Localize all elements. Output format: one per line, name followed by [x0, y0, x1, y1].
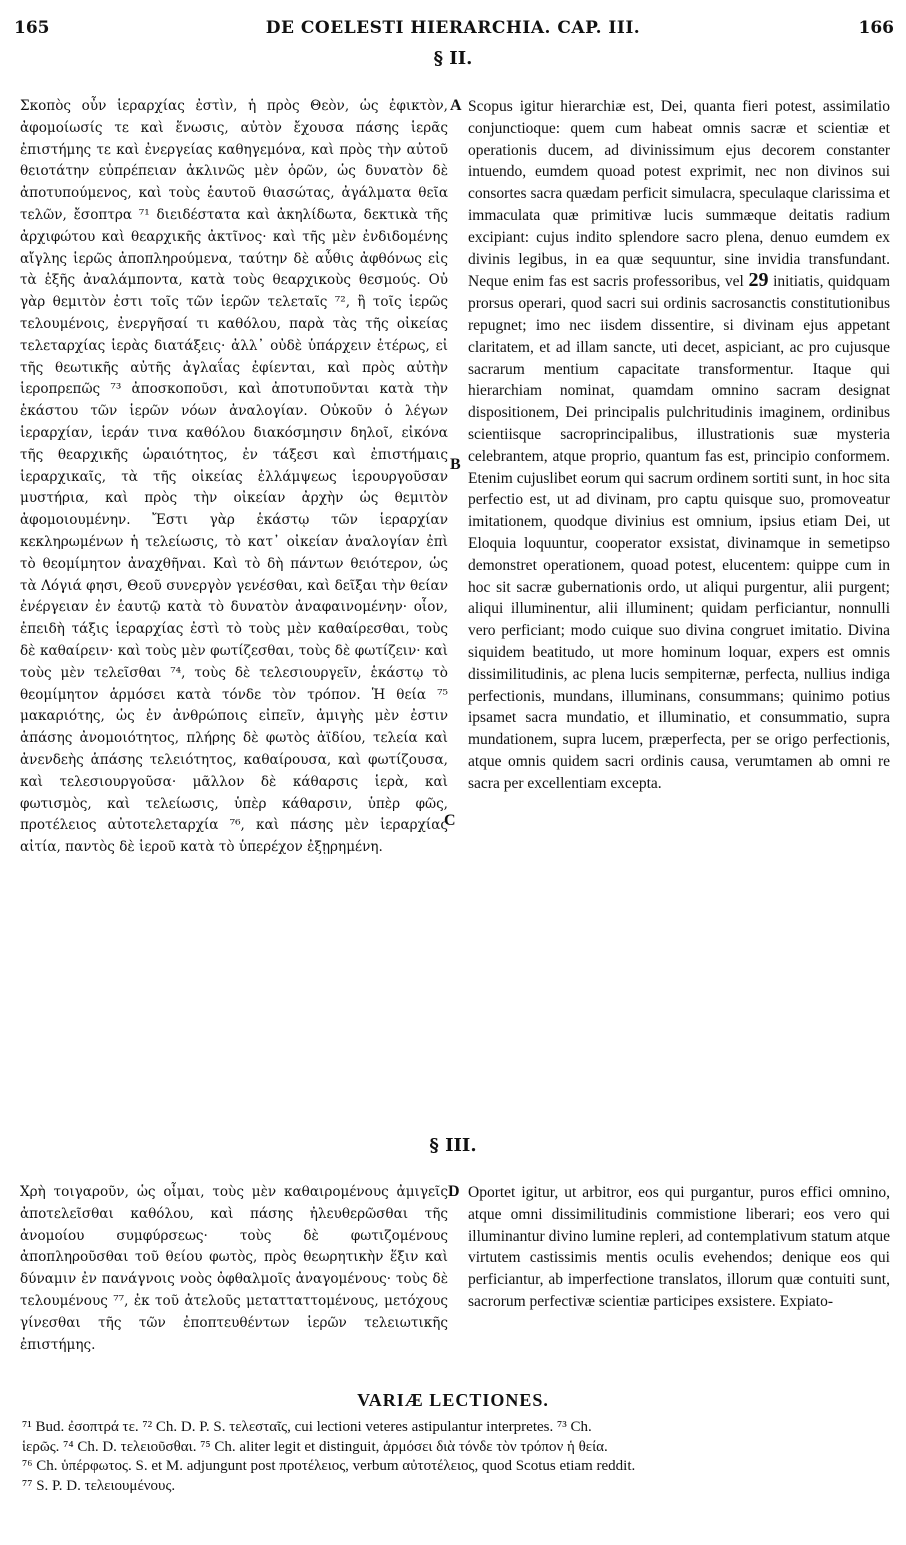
latin-text-section-ii: [468, 96, 890, 795]
column-number: 29: [748, 269, 769, 292]
section-ii-heading: § II.: [433, 48, 473, 69]
note-line: ἱερῶς. ⁷⁴ Ch. D. τελειοῦσθαι. ⁷⁵ Ch. aliter legit et distinguit, ἁρμόσει διὰ τόνδε τὸν τρόπον ἡ θεία.: [22, 1438, 608, 1455]
latin-text-part-1: Scopus igitur hierarchiæ est, Dei, quanta fieri potest, assimilatio conjunctioque: quem cum habeat omnis sacræ et scientiæ et operationis ducem, ad divinissimum ejus decorem constanter intuendo, eumdem quoad potest exprimit, nec non divinos sui consortes sacra quædam perficit simulacra, speculaque clarissima et immaculata quæ primitivæ lucis summæque deitatis radium excipiant: cujus indito splendore sacro plena, denuo eumdem ex divinis legibus, in ea quæ sequuntur, sine invidia transfundant. Neque enim fas est sacris professoribus, vel: [468, 98, 890, 291]
variae-lectiones-notes: [22, 1418, 884, 1496]
left-page-number: 165: [14, 18, 50, 38]
running-title: DE COELESTI HIERARCHIA. CAP. III.: [265, 18, 641, 38]
margin-letter-c: C: [444, 812, 456, 829]
margin-letter-a: A: [450, 97, 462, 114]
note-line: ⁷⁶ Ch. ὑπέρφωτος. S. et M. adjungunt post προτέλειος, verbum αὐτοτέλειος, quod Scotus etiam reddit.: [22, 1458, 636, 1474]
margin-letter-b: B: [450, 456, 461, 473]
latin-text-part-2: initiatis, quidquam prorsus operari, quod sacri sui ordinis sacrosanctis constitutionibus repugnet; imo nec iisdem dissentire, si divinam ejus appetant claritatem, et ad illam sancte, uti decet, aspiciant, ac pro cujusque sacrarum mentium capacitate transformentur. Itaque qui hierarchiam nominat, quamdam omnino sacram designat dispositionem, Dei principalis pulchritudinis imaginem, ordinibus scientiisque sacroprincipalibus, illustrationis suæ mysteria celebrantem, atque proprio, quantum fas est, principio conformem. Etenim cujuslibet eorum qui sacrum ordinem sortiti sunt, in hoc sita perfectio est, ut ad divinam, pro captu quisque suo, promoveatur imitationem, quodque divinius est omnium, ipsius etiam Dei, ut Eloquia loquuntur, cooperator exsistat, divinamque in semetipso demonstret operationem, quoad potest, elucentem: quippe cum in hoc sit sacræ gubernationis ordo, ut aliqui purgentur, alii purgent; aliqui illuminentur, alii illuminent; quidam perficiantur, nonnulli vero perficiant; modo cuique suo divina congruet imitatio. Divina siquidem beatitudo, ut more hominum loquar, expers est omnis dissimilitudinis, ac plena lucis sempiternæ, perfecta, nullius indiga perfectionis, mundans, illuminans, consummans; quinimo potius ipsamet sacra mundatio, et illuminatio, et consummatio, supra mundationem, supra lucem, præperfecta, per se origo perfectionis, atque omnis quidem sacri ordinis causa, verumtamen ab omni re sacra per excellentiam excepta.: [468, 273, 891, 792]
right-page-number: 166: [858, 18, 894, 38]
greek-text-section-iii: Χρὴ τοιγαροῦν, ὡς οἶμαι, τοὺς μὲν καθαιρομένους ἀμιγεῖς ἀποτελεῖσθαι καθόλου, καὶ πάσης ἠλευθερῶσθαι τῆς ἀνομοίου συμφύρσεως· τοὺς δὲ φωτιζομένους ἀποπληροῦσθαι τοῦ θείου φωτὸς, πρὸς θεωρητικὴν ἕξιν καὶ δύναμιν ἐν πανάγνοις νοὸς ὀφθαλμοῖς ἀναγομένους· τοὺς δὲ τελουμένους ⁷⁷, ἐκ τοῦ ἀτελοῦς μετατταττομένους, μετόχους γίνεσθαι τῆς τῶν ἐποπτευθέντων ἱερῶν τελειωτικῆς ἐπιστήμης.: [20, 1184, 448, 1353]
note-line: ⁷¹ Bud. ἐσοπτρά τε. ⁷² Ch. D. P. S. τελεσταῖς, cui lectioni veteres astipulantur interpretes. ⁷³ Ch.: [22, 1419, 592, 1435]
variae-lectiones-heading: VARIÆ LECTIONES.: [357, 1390, 549, 1410]
margin-letter-d: D: [448, 1183, 460, 1200]
greek-text-section-ii: Σκοπὸς οὖν ἱεραρχίας ἐστὶν, ἡ πρὸς Θεὸν, ὡς ἐφικτὸν, ἀφομοίωσίς τε καὶ ἕνωσις, αὐτὸν ἔχουσα πάσης ἱερᾶς ἐπιστήμης τε καὶ ἐνεργείας καθηγεμόνα, καὶ πρὸς τὴν αὐτοῦ θειοτάτην εὐπρέπειαν ἀκλινῶς μὲν ὁρῶν, ὡς δυνατὸν δὲ ἀποτυπούμενος, καὶ τοὺς ἑαυτοῦ θιασώτας, ἀγάλματα θεῖα τελῶν, ἔσοπτρα ⁷¹ διειδέστατα καὶ ἀκηλίδωτα, δεκτικὰ τῆς ἀρχιφώτου καὶ θεαρχικῆς ἀκτῖνος· καὶ τῆς μὲν ἐνδιδομένης αἴγλης ἱερῶς ἀποπληρούμενα, ταύτην δὲ αὖθις ἀφθόνως εἰς τὰ ἑξῆς ἀναλάμποντα, κατὰ τοὺς θεαρχικοὺς θεσμούς. Οὐ γὰρ θεμιτὸν ἐστι τοῖς τῶν ἱερῶν τελεταῖς ⁷², ἢ τοῖς ἱερῶς τελουμένοις, ἐνεργῆσαί τι καθόλου, παρὰ τὰς τῆς οἰκείας τελεταρχίας ἱερὰς διατάξεις· ἀλλ᾽ οὐδὲ ὑπάρχειν ἑτέρως, εἰ τῆς θεωτικῆς αὐτῆς ἀγλαΐας ἐφίενται, καὶ πρὸς αὐτὴν ἱεροπρεπῶς ⁷³ ἀποσκοποῦσι, καὶ ἀποτυποῦνται κατὰ τὴν ἑκάστου τῶν ἱερῶν νόων ἀναλογίαν. Οὐκοῦν ὁ λέγων ἱεραρχίαν, ἱεράν τινα καθόλου διακόσμησιν δηλοῖ, εἰκόνα τῆς θεαρχικῆς ὡραιότητος, ἐν τάξεσι καὶ ἐπιστήμαις ἱεραρχικαῖς, τὰ τῆς οἰκείας ἐλλάμψεως ἱερουργοῦσαν μυστήρια, καὶ πρὸς τὴν οἰκείαν ἀρχὴν ὡς θεμιτὸν ἀφομοιουμένην. Ἔστι γὰρ ἑκάστῳ τῶν ἱεραρχίαν κεκληρωμένων ἡ τελείωσις, τὸ κατ᾽ οἰκείαν ἀναλογίαν ἐπὶ τὸ θεομίμητον ἀναχθῆναι. Καὶ τὸ δὴ πάντων θειότερον, ὡς τὰ Λόγιά φησι, Θεοῦ συνεργὸν γενέσθαι, καὶ δεῖξαι τὴν θείαν ἐνέργειαν ἐν ἑαυτῷ κατὰ τὸ δυνατὸν ἀναφαινομένην· οἷον, ἐπειδὴ τάξις ἱεραρχίας ἐστὶ τὸ τοὺς μὲν καθαίρεσθαι, τοὺς δὲ καθαίρειν· καὶ τοὺς μὲν φωτίζεσθαι, τοὺς δὲ φωτίζειν· καὶ τοὺς μὲν τελεῖσθαι ⁷⁴, τοὺς δὲ τελεσιουργεῖν, ἑκάστῳ τὸ θεομίμητον ἁρμόσει κατὰ τόνδε τὸν τρόπον. Ἡ θεία ⁷⁵ μακαριότης, ὡς ἐν ἀνθρώποις εἰπεῖν, ἀμιγὴς μὲν ἐστιν ἁπάσης ἀνομοιότητος, πλήρης δὲ φωτὸς ἀϊδίου, τελεία καὶ ἀνενδεὴς ἁπάσης τελειότητος, καθαίρουσα, καὶ φωτίζουσα, καὶ τελεσιουργοῦσα· μᾶλλον δὲ κάθαρσις ἱερὰ, καὶ φωτισμὸς, καὶ τελείωσις, ὑπὲρ κάθαρσιν, ὑπὲρ φῶς, προτέλειος αὐτοτελεταρχία ⁷⁶, καὶ πάσης μὲν ἱεραρχίας αἰτία, παντὸς δὲ ἱεροῦ κατὰ τὸ ὑπερέχον ἐξῃρημένη.: [20, 98, 448, 856]
note-line: ⁷⁷ S. P. D. τελειουμένους.: [22, 1477, 176, 1494]
latin-text-section-iii: Oportet igitur, ut arbitror, eos qui purgantur, puros effici omnino, atque omni dissimilitudinis commistione liberari; eos vero qui illuminantur divino lumine repleri, ad contemplativum statum atque virtutem castissimis mentis oculis evehendos; denique eos qui perficiantur, ab imperfectione translatos, illorum quæ contuiti sunt, sacrorum perfectivæ scientiæ participes exsistere. Expiato-: [468, 1184, 890, 1310]
section-iii-heading: § III.: [429, 1135, 477, 1156]
